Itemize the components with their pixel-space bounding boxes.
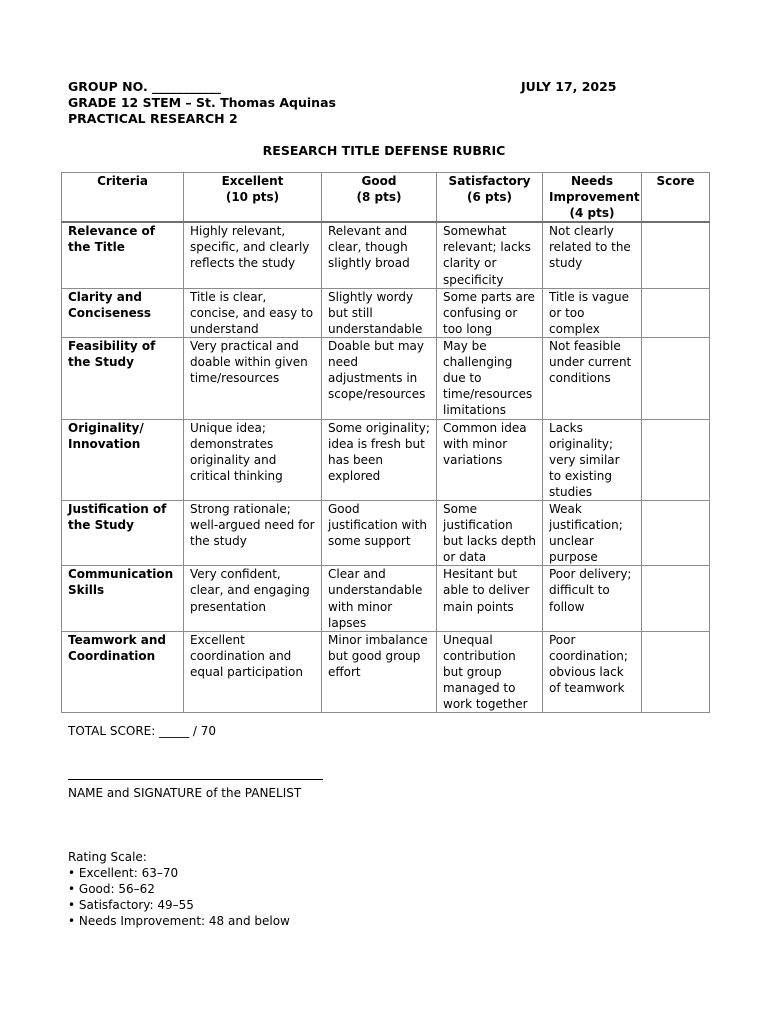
column-header-line: Excellent	[221, 174, 284, 188]
descriptor-cell: Very practical and doable within given time/resources	[184, 338, 322, 419]
column-header-excellent	[184, 173, 322, 223]
table-header-row	[62, 173, 710, 223]
subject-name: PRACTICAL RESEARCH 2	[68, 111, 238, 126]
column-header-line: Criteria	[97, 174, 148, 188]
column-header-good	[322, 173, 437, 223]
column-header-needs-improvement	[543, 173, 642, 223]
table-row	[62, 222, 710, 288]
score-cell[interactable]	[642, 566, 710, 631]
descriptor-cell: Weak justification; unclear purpose	[543, 501, 642, 566]
descriptor-cell: Poor delivery; difficult to follow	[543, 566, 642, 631]
score-cell[interactable]	[642, 501, 710, 566]
rating-scale-title: Rating Scale:	[68, 850, 147, 864]
column-header-line: Good	[361, 174, 397, 188]
descriptor-cell: Unique idea; demonstrates originality and critical thinking	[184, 419, 322, 500]
criteria-cell: Communication Skills	[62, 566, 184, 631]
rating-scale-item: • Excellent: 63–70	[68, 866, 179, 881]
column-header-line: Needs	[570, 174, 614, 188]
rating-scale-list	[68, 865, 290, 929]
descriptor-cell: Not clearly related to the study	[543, 222, 642, 288]
column-header-satisfactory	[437, 173, 543, 223]
table-body	[62, 222, 710, 712]
column-header-line: (8 pts)	[356, 190, 402, 205]
table-row	[62, 288, 710, 337]
criteria-cell: Justification of the Study	[62, 501, 184, 566]
criteria-cell: Originality/ Innovation	[62, 419, 184, 500]
descriptor-cell: Not feasible under current conditions	[543, 338, 642, 419]
descriptor-cell: Good justification with some support	[322, 501, 437, 566]
column-header-line: (4 pts)	[569, 206, 615, 221]
table-row	[62, 631, 710, 712]
signature-caption: NAME and SIGNATURE of the PANELIST	[68, 786, 302, 800]
signature-line	[68, 779, 323, 780]
column-header-line: Score	[656, 174, 695, 188]
table-row	[62, 338, 710, 419]
descriptor-cell: Lacks originality; very similar to existing studies	[543, 419, 642, 500]
table-row	[62, 566, 710, 631]
rating-scale-item: • Needs Improvement: 48 and below	[68, 914, 290, 929]
descriptor-cell: Some originality; idea is fresh but has been explored	[322, 419, 437, 500]
column-header-line: Satisfactory	[448, 174, 531, 188]
column-header-criteria	[62, 173, 184, 223]
criteria-cell: Feasibility of the Study	[62, 338, 184, 419]
descriptor-cell: Poor coordination; obvious lack of teamwork	[543, 631, 642, 712]
column-header-line: (6 pts)	[467, 190, 512, 205]
descriptor-cell: Title is vague or too complex	[543, 288, 642, 337]
document-date: JULY 17, 2025	[521, 79, 617, 94]
descriptor-cell: Hesitant but able to deliver main points	[437, 566, 543, 631]
column-header-score	[642, 173, 710, 223]
column-header-line: (10 pts)	[225, 190, 280, 205]
score-cell[interactable]	[642, 222, 710, 288]
descriptor-cell: Relevant and clear, though slightly broad	[322, 222, 437, 288]
descriptor-cell: Minor imbalance but good group effort	[322, 631, 437, 712]
table-row	[62, 501, 710, 566]
criteria-cell: Clarity and Conciseness	[62, 288, 184, 337]
score-cell[interactable]	[642, 631, 710, 712]
score-cell[interactable]	[642, 338, 710, 419]
score-cell[interactable]	[642, 288, 710, 337]
rubric-table	[61, 172, 710, 713]
rubric-title: RESEARCH TITLE DEFENSE RUBRIC	[262, 143, 506, 158]
column-header-line: Improvement	[549, 190, 640, 205]
descriptor-cell: Very confident, clear, and engaging presentation	[184, 566, 322, 631]
group-number-field: GROUP NO. ___________	[68, 79, 221, 94]
rating-scale-item: • Satisfactory: 49–55	[68, 898, 194, 913]
descriptor-cell: May be challenging due to time/resources limitations	[437, 338, 543, 419]
criteria-cell: Teamwork and Coordination	[62, 631, 184, 712]
descriptor-cell: Highly relevant, specific, and clearly reflects the study	[184, 222, 322, 288]
descriptor-cell: Doable but may need adjustments in scope/resources	[322, 338, 437, 419]
rating-scale-item: • Good: 56–62	[68, 882, 155, 897]
rating-scale	[68, 849, 290, 929]
criteria-cell: Relevance of the Title	[62, 222, 184, 288]
grade-section: GRADE 12 STEM – St. Thomas Aquinas	[68, 95, 336, 110]
descriptor-cell: Unequal contribution but group managed to work together	[437, 631, 543, 712]
descriptor-cell: Clear and understandable with minor lapses	[322, 566, 437, 631]
descriptor-cell: Title is clear, concise, and easy to understand	[184, 288, 322, 337]
descriptor-cell: Slightly wordy but still understandable	[322, 288, 437, 337]
descriptor-cell: Strong rationale; well-argued need for the study	[184, 501, 322, 566]
score-cell[interactable]	[642, 419, 710, 500]
table-row	[62, 419, 710, 500]
descriptor-cell: Some parts are confusing or too long	[437, 288, 543, 337]
total-score-label: TOTAL SCORE: _____ / 70	[68, 724, 217, 738]
descriptor-cell: Excellent coordination and equal participation	[184, 631, 322, 712]
descriptor-cell: Somewhat relevant; lacks clarity or specificity	[437, 222, 543, 288]
descriptor-cell: Common idea with minor variations	[437, 419, 543, 500]
descriptor-cell: Some justification but lacks depth or data	[437, 501, 543, 566]
